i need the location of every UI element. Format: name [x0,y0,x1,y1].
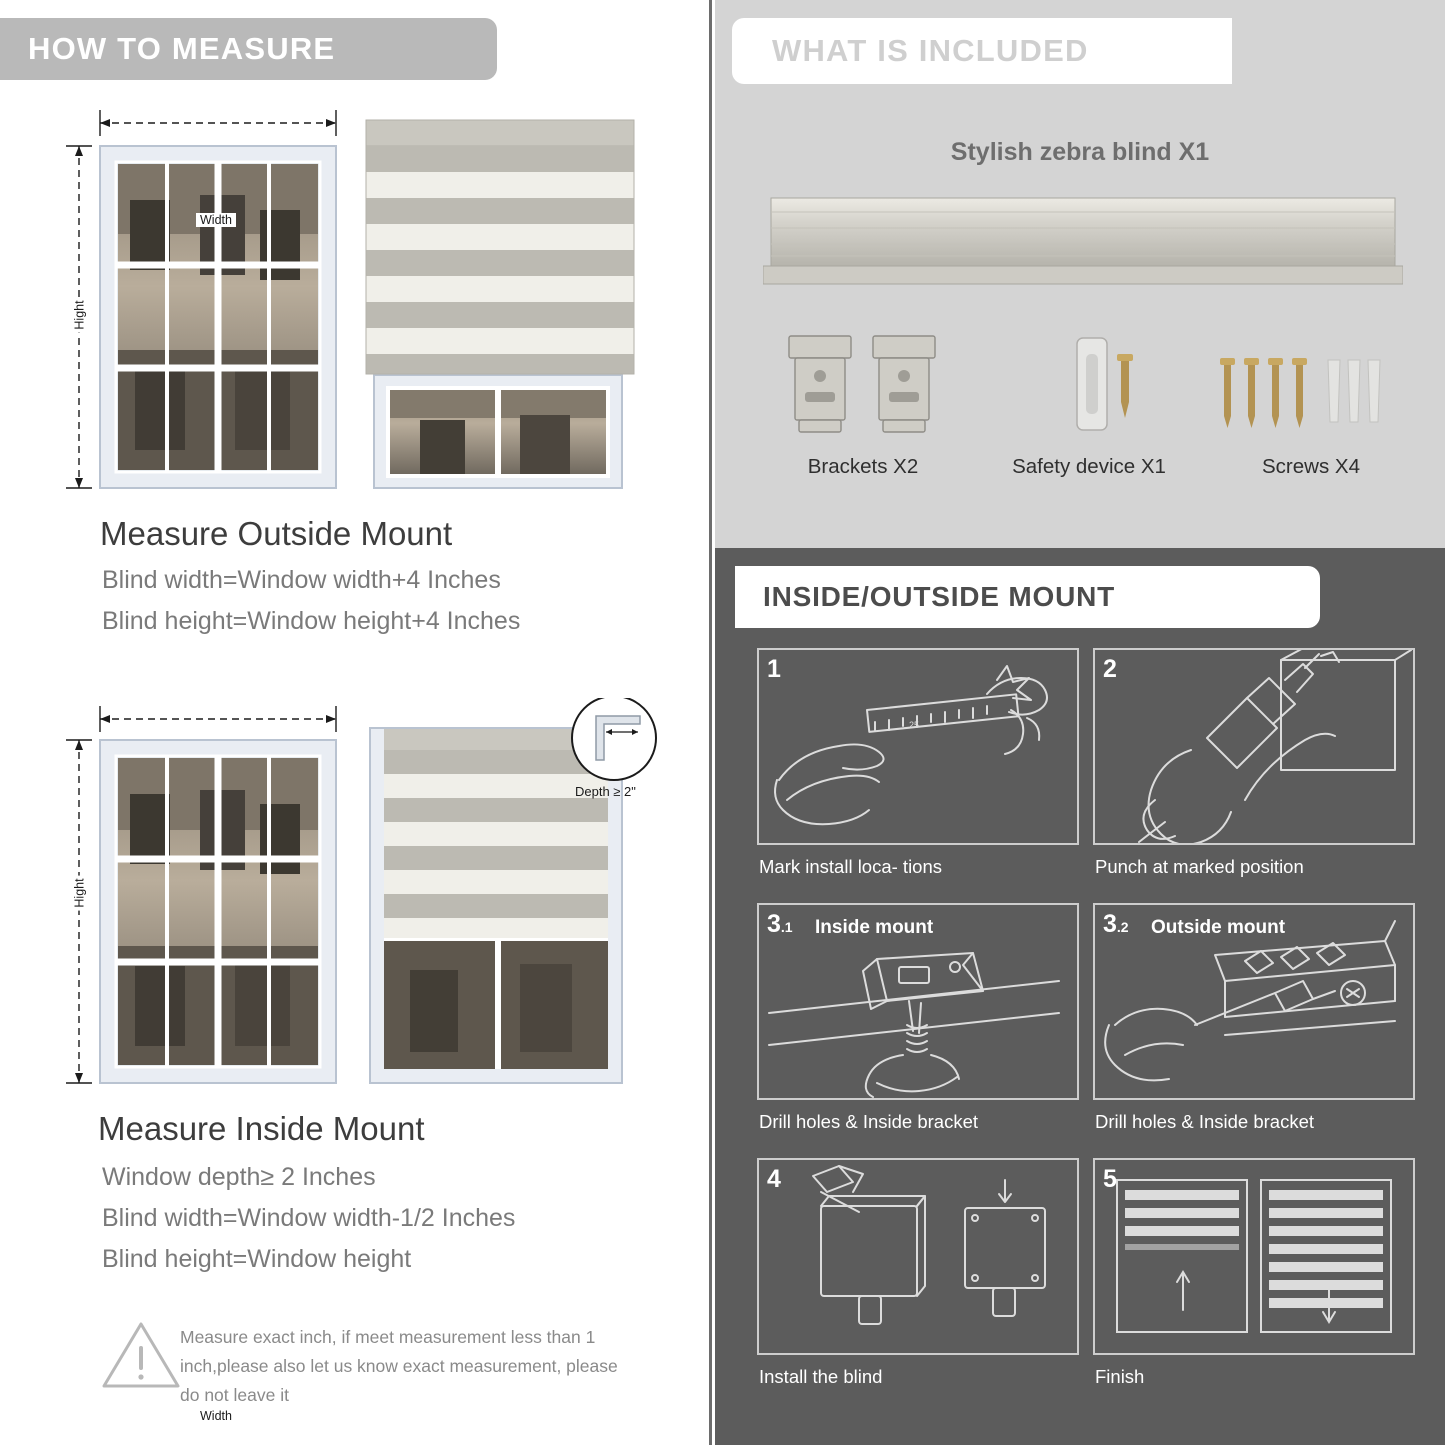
step-3-1-illustration [757,903,1079,1100]
step-4-number: 4 [767,1165,781,1193]
part-label-screws: Screws X4 [1262,455,1360,478]
zebra-blind-headrail-image [763,190,1403,300]
measure-note: Measure exact inch, if meet measurement less than 1 inch,please also let us know exact measurement, please do not leave it [180,1327,618,1405]
safety-device-image [1053,330,1173,440]
inside-mount-line3: Blind height=Window height [102,1245,412,1273]
step-3-2-caption: Drill holes & Inside bracket [1095,1111,1315,1132]
step-1-number: 1 [767,655,781,683]
step-2-number: 2 [1103,655,1117,683]
step-2-illustration [1093,648,1415,845]
what-is-included-banner [732,18,1232,84]
step-3-2-inline-label: Outside mount [1151,917,1286,938]
inside-mount-heading: Measure Inside Mount [98,1110,425,1147]
inside-width-label: Width [196,1409,236,1423]
step-1-caption: Mark install loca- tions [759,856,943,877]
part-label-brackets: Brackets X2 [807,455,919,478]
how-to-measure-banner [0,18,497,80]
outside-height-label: Hight [73,297,87,332]
step-3-1-inline-label: Inside mount [815,917,934,938]
inside-height-label: Hight [73,875,87,910]
inside-outside-mount-banner [735,566,1320,628]
step-3-1-number: 3.1 [767,910,793,938]
screws-image [1210,330,1390,440]
part-label-safety-device: Safety device X1 [1012,455,1166,478]
how-to-measure-title: HOW TO MEASURE [28,31,336,66]
inside-outside-mount-title: INSIDE/OUTSIDE MOUNT [763,581,1116,612]
what-is-included-panel [715,0,1445,548]
what-is-included-title: WHAT IS INCLUDED [772,33,1089,68]
step-4-caption: Install the blind [759,1366,883,1387]
step-3-2-illustration [1093,903,1415,1100]
outside-width-label: Width [196,213,236,227]
inside-outside-mount-panel [715,548,1445,1445]
inside-depth-label: Depth ≥ 2" [575,784,636,799]
outside-mount-line2: Blind height=Window height+4 Inches [102,607,521,635]
inside-mount-line1: Window depth≥ 2 Inches [102,1163,376,1191]
outside-mount-heading: Measure Outside Mount [100,515,453,552]
step-5-illustration [1093,1158,1415,1355]
outside-mount-diagram [0,100,712,500]
step-2-caption: Punch at marked position [1095,856,1304,877]
step-1-illustration [757,648,1079,845]
brackets-image [783,330,943,440]
product-title: Stylish zebra blind X1 [950,138,1210,166]
how-to-measure-panel [0,0,712,1445]
warning-triangle-icon [100,1318,182,1392]
step-3-2-number: 3.2 [1103,910,1129,938]
step-5-caption: Finish [1095,1366,1145,1387]
step-4-illustration [757,1158,1079,1355]
step-5-number: 5 [1103,1165,1117,1193]
svg-text:25: 25 [909,720,920,730]
outside-mount-line1: Blind width=Window width+4 Inches [102,566,501,594]
inside-mount-line2: Blind width=Window width-1/2 Inches [102,1204,516,1232]
step-3-1-caption: Drill holes & Inside bracket [759,1111,979,1132]
